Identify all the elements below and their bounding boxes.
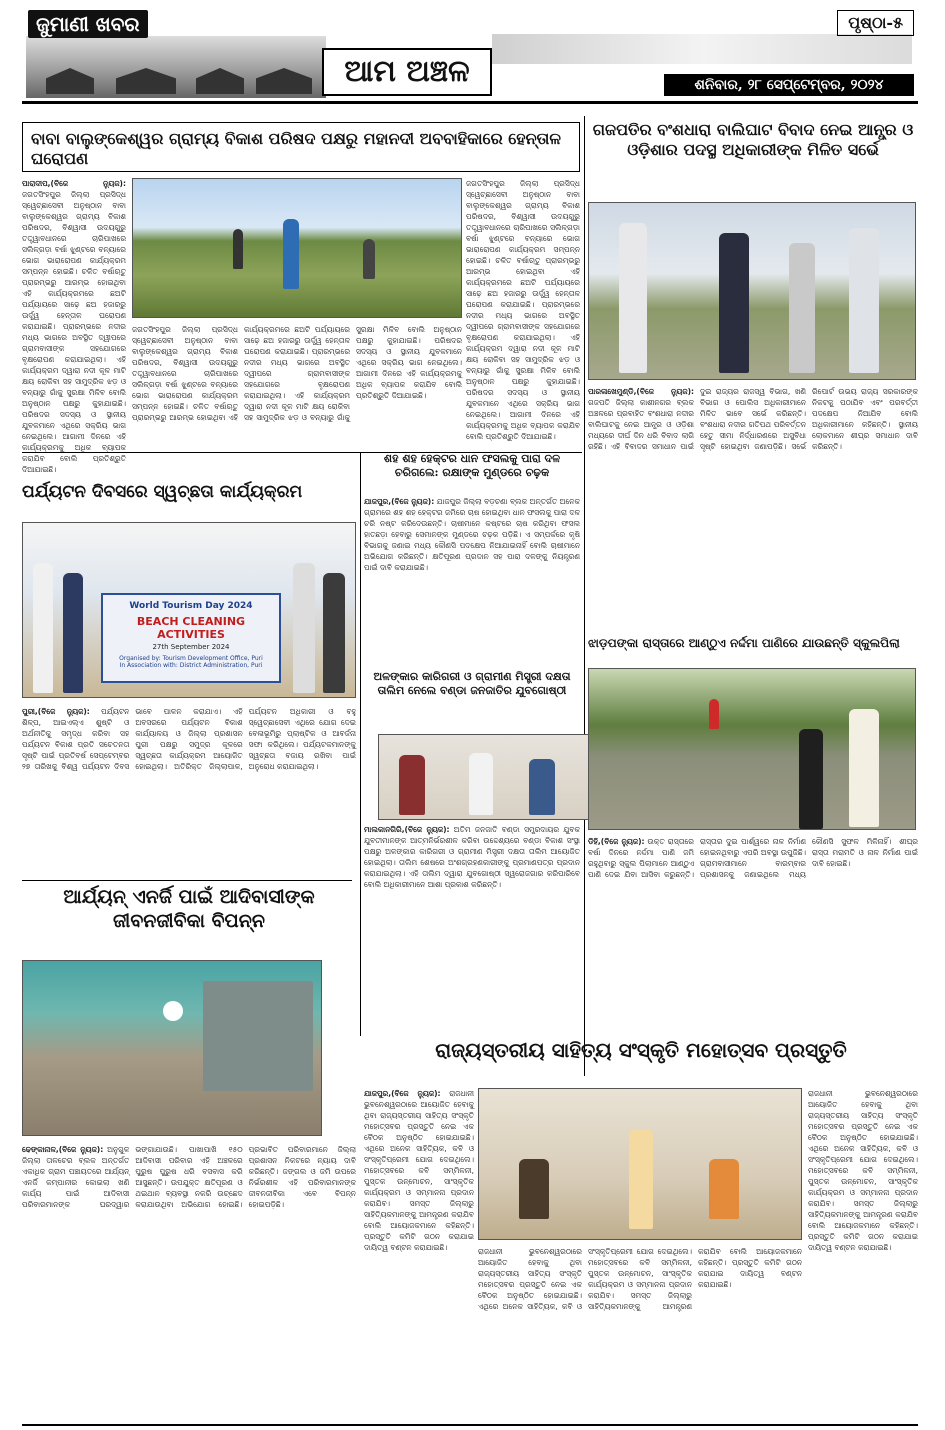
article-7-photo: [22, 960, 322, 1136]
article-4-dateline: ଯାଜପୁର,(ବିଜେ ନ୍ୟୁଜ):: [364, 497, 435, 506]
banner-org1: Organised by: Tourism Development Office, Puri: [119, 655, 263, 662]
article-8-text-right: ରାଜଧାନୀ ଭୁବନେଶ୍ୱରଠାରେ ଆୟୋଜିତ ହେବାକୁ ଥିବା ରାଜ୍ୟସ୍ତରୀୟ ସାହିତ୍ୟ ସଂସ୍କୃତି ମହୋତ୍ସବର ପ୍ରସ୍ତୁତି ନେଇ ଏକ ବୈଠକ ଅନୁଷ୍ଠିତ ହୋଇଯାଇଛି। ଏଥିରେ ଅନେକ ସାହିତ୍ୟିକ, କବି ଓ ସଂସ୍କୃତିପ୍ରେମୀ ଯୋଗ ଦେଇଥିଲେ। ମହୋତ୍ସବରେ କବି ସମ୍ମିଳନୀ, ପୁସ୍ତକ ଉନ୍ମୋଚନ, ସାଂସ୍କୃତିକ କାର୍ଯ୍ୟକ୍ରମ ଓ ସମ୍ମାନନା ପ୍ରଦାନ କରାଯିବ। ସମସ୍ତ ଜିଲ୍ଲାରୁ ସାହିତ୍ୟିକମାନଙ୍କୁ ଆମନ୍ତ୍ରଣ କରାଯିବ ବୋଲି ଆୟୋଜକମାନେ କହିଛନ୍ତି। ପ୍ରସ୍ତୁତି କମିଟି ଗଠନ କରାଯାଇ ଦାୟିତ୍ୱ ବଣ୍ଟନ କରାଯାଇଛି।: [808, 1089, 918, 1252]
article-3-photo: [22, 522, 356, 698]
article-7-headline: ଆର୍ଯ୍ୟନ୍ ଏନର୍ଜି ପାଇଁ ଆଦିବାସୀଙ୍କ ଜୀବନଜୀବିକା ବିପନ୍ନ: [63, 886, 315, 932]
article-3-body: [22, 706, 356, 880]
article-6-photo: [378, 734, 594, 820]
brush-stroke: [492, 34, 912, 64]
article-4-body: [364, 496, 580, 656]
article-7-body: [22, 1144, 356, 1422]
page-number: ପୃଷ୍ଠା-୫: [837, 10, 914, 36]
article-4-text: ଯାଜପୁର ଜିଲ୍ଲା ବଡ଼ଚଣା ବ୍ଲକ ଅନ୍ତର୍ଗତ ଅନେକ ଗ୍ରାମରେ ଶହ ଶହ ହେକ୍ଟର ଜମିରେ ଚାଷ ହୋଇଥିବା ଧାନ ଫସଲକୁ ପାରା ଦଳ ଚରି ନଷ୍ଟ କରିଦେଉଛନ୍ତି। ଚାଷୀମାନେ କଷ୍ଟରେ ଚାଷ କରିଥିବା ଫସଲ ହାତଛଡ଼ା ହେବାରୁ ସେମାନଙ୍କ ମୁଣ୍ଡରେ ଚଢ଼କ ପଡ଼ିଛି। ଏ ସମ୍ପର୍କରେ କୃଷି ବିଭାଗକୁ ଜଣାଇ ମଧ୍ୟ କୌଣସି ପଦକ୍ଷେପ ନିଆଯାଇନାହିଁ ବୋଲି ଚାଷୀମାନେ ଅଭିଯୋଗ କରିଛନ୍ତି। କ୍ଷତିପୂରଣ ପ୍ରଦାନ ସହ ପାରା ଦଳଙ୍କୁ ନିୟନ୍ତ୍ରଣ ପାଇଁ ଦାବି କରାଯାଇଛି।: [364, 497, 580, 572]
article-6-headline: ଅଳଙ୍କାର କାରିଗରୀ ଓ ଗ୍ରାମୀଣ ମିସ୍ତ୍ରୀ ଦକ୍ଷତା ତାଲିମ ନେଲେ ବଣ୍ଡା ଜନଜାତିର ଯୁବଗୋଷ୍ଠୀ: [373, 670, 571, 697]
article-1-intro: [22, 178, 126, 474]
article-1-text: ଜଗତସିଂହପୁର ଜିଲ୍ଲା ପ୍ରସିଦ୍ଧ ସ୍ୱେଚ୍ଛାସେବୀ ଅନୁଷ୍ଠାନ ବାବା ବାଲୁଙ୍କେଶ୍ୱର ଗ୍ରାମ୍ୟ ବିକାଶ ପରିଷଦର, ବିଶ୍ୱାସୀ ଉଦୟଗୁରୁ ତତ୍ତ୍ୱାବଧାନରେ ଚାରିପାଖରେ ସଲିଳ୍‌ଗଡ଼ା ବର୍ଷା ଝୁଣ୍ଟରେ ବନ୍ୟାରେ ଭୋଗ ଭାରାରୋପଣ କାର୍ଯ୍ୟକ୍ରମ ସମ୍ପନ୍ନ ହୋଇଛି। ଚଳିତ ବର୍ଷାଋତୁ ପ୍ରାରମ୍ଭରୁ ଆରମ୍ଭ ହୋଇଥିବା ଏହି କାର୍ଯ୍ୟକ୍ରମରେ ଛଅଟି ପର୍ଯ୍ୟାୟରେ ସାଢ଼େ ଛଅ ହଜାରରୁ ଊର୍ଦ୍ଧ୍ୱ ହେନ୍ତାଳ ଘରୋପଣ କରାଯାଇଛି। ପ୍ରାରମ୍ଭରେ ନଦୀର ମଧ୍ୟ ଭାଗରେ ଅବସ୍ଥିତ ଦ୍ୱୀପରେ ଗ୍ରାମବାସୀଙ୍କ ସହଯୋଗରେ ବୃକ୍ଷରୋପଣ କରାଯାଇଥିଲା। ଏହି କାର୍ଯ୍ୟକ୍ରମ ଦ୍ୱାରା ନଦୀ କୂଳ ମାଟି କ୍ଷୟ ରୋକିବା ସହ ସାମୁଦ୍ରିକ ଝଡ଼ ଓ ବନ୍ୟାରୁ ଗାଁକୁ ସୁରକ୍ଷା ମିଳିବ ବୋଲି ଅନୁଷ୍ଠାନ ପକ୍ଷରୁ କୁହାଯାଇଛି। ପରିଷଦର ସଦସ୍ୟ ଓ ସ୍ଥାନୀୟ ଯୁବକମାନେ ଏଥିରେ ସକ୍ରିୟ ଭାଗ ନେଇଥିଲେ। ଆଗାମୀ ଦିନରେ ଏହି କାର୍ଯ୍ୟକ୍ରମକୁ ଅଧିକ ବ୍ୟାପକ କରାଯିବ ବୋଲି ପ୍ରତିଶ୍ରୁତି ଦିଆଯାଇଛି।: [22, 190, 126, 474]
article-1-text-lower: ଜଗତସିଂହପୁର ଜିଲ୍ଲା ପ୍ରସିଦ୍ଧ ସ୍ୱେଚ୍ଛାସେବୀ ଅନୁଷ୍ଠାନ ବାବା ବାଲୁଙ୍କେଶ୍ୱର ଗ୍ରାମ୍ୟ ବିକାଶ ପରିଷଦର, ବିଶ୍ୱାସୀ ଉଦୟଗୁରୁ ତତ୍ତ୍ୱାବଧାନରେ ଚାରିପାଖରେ ସଲିଳ୍‌ଗଡ଼ା ବର୍ଷା ଝୁଣ୍ଟରେ ବନ୍ୟାରେ ଭୋଗ ଭାରାରୋପଣ କାର୍ଯ୍ୟକ୍ରମ ସମ୍ପନ୍ନ ହୋଇଛି। ଚଳିତ ବର୍ଷାଋତୁ ପ୍ରାରମ୍ଭରୁ ଆରମ୍ଭ ହୋଇଥିବା ଏହି କାର୍ଯ୍ୟକ୍ରମରେ ଛଅଟି ପର୍ଯ୍ୟାୟରେ ସାଢ଼େ ଛଅ ହଜାରରୁ ଊର୍ଦ୍ଧ୍ୱ ହେନ୍ତାଳ ଘରୋପଣ କରାଯାଇଛି। ପ୍ରାରମ୍ଭରେ ନଦୀର ମଧ୍ୟ ଭାଗରେ ଅବସ୍ଥିତ ଦ୍ୱୀପରେ ଗ୍ରାମବାସୀଙ୍କ ସହଯୋଗରେ ବୃକ୍ଷରୋପଣ କରାଯାଇଥିଲା। ଏହି କାର୍ଯ୍ୟକ୍ରମ ଦ୍ୱାରା ନଦୀ କୂଳ ମାଟି କ୍ଷୟ ରୋକିବା ସହ ସାମୁଦ୍ରିକ ଝଡ଼ ଓ ବନ୍ୟାରୁ ଗାଁକୁ ସୁରକ୍ଷା ମିଳିବ ବୋଲି ଅନୁଷ୍ଠାନ ପକ୍ଷରୁ କୁହାଯାଇଛି। ପରିଷଦର ସଦସ୍ୟ ଓ ସ୍ଥାନୀୟ ଯୁବକମାନେ ଏଥିରେ ସକ୍ରିୟ ଭାଗ ନେଇଥିଲେ। ଆଗାମୀ ଦିନରେ ଏହି କାର୍ଯ୍ୟକ୍ରମକୁ ଅଧିକ ବ୍ୟାପକ କରାଯିବ ବୋଲି ପ୍ରତିଶ୍ରୁତି ଦିଆଯାଇଛି।: [132, 325, 462, 422]
article-3-text: ପର୍ଯ୍ୟଟନ ଶିଳ୍ପ, ଆଇଏଲ୍‌ଏ ଶୁଷ୍ଟି ଓ ଅର୍ଥନୀତିକୁ ସମୃଦ୍ଧ କରିବା ସହ ପର୍ଯ୍ୟଟନ ବିକାଶ ପ୍ରତି ସଚେତନତା ସୃଷ୍ଟି ପାଇଁ ପ୍ରତିବର୍ଷ ସେପ୍ଟେମ୍ବର ୨୭ ତାରିଖକୁ ବିଶ୍ୱ ପର୍ଯ୍ୟଟନ ଦିବସ ଭାବେ ପାଳନ କରାଯାଏ। ଏହି ଅବସରରେ ପର୍ଯ୍ୟଟନ ବିକାଶ କାର୍ଯ୍ୟାଳୟ ଓ ଜିଲ୍ଲା ପ୍ରଶାସନ ପୁରୀ ପକ୍ଷରୁ ସମୁଦ୍ର କୂଳରେ ସ୍ୱଚ୍ଛତା କାର୍ଯ୍ୟକ୍ରମ ଆୟୋଜିତ ହୋଇଥିଲା। ଅତିରିକ୍ତ ଜିଲ୍ଲାପାଳ, ପର୍ଯ୍ୟଟନ ଅଧିକାରୀ ଓ ବହୁ ସ୍ୱେଚ୍ଛାସେବୀ ଏଥିରେ ଯୋଗ ଦେଇ ବେଳାଭୂମିରୁ ପ୍ଲାଷ୍ଟିକ ଓ ଆବର୍ଜନା ସଫା କରିଥିଲେ। ପର୍ଯ୍ୟଟକମାନଙ୍କୁ ସ୍ୱଚ୍ଛତା ବଜାୟ ରଖିବା ପାଇଁ ଅନୁରୋଧ କରାଯାଇଥିଲା।: [22, 707, 356, 771]
article-8-right-col: [808, 1088, 918, 1422]
article-6-body: [364, 824, 580, 944]
article-1-headline: ବାବା ବାଲୁଙ୍କେଶ୍ୱର ଗ୍ରାମ୍ୟ ବିକାଶ ପରିଷଦ ପକ୍ଷରୁ ମହାନଦୀ ଅବବାହିକାରେ ହେନ୍ତାଳ ଘରୋପଣ: [22, 122, 580, 172]
article-8-left-col: [364, 1088, 474, 1422]
banner-title: World Tourism Day 2024: [129, 601, 253, 611]
article-8-text: ରାଜଧାନୀ ଭୁବନେଶ୍ୱରଠାରେ ଆୟୋଜିତ ହେବାକୁ ଥିବା ରାଜ୍ୟସ୍ତରୀୟ ସାହିତ୍ୟ ସଂସ୍କୃତି ମହୋତ୍ସବର ପ୍ରସ୍ତୁତି ନେଇ ଏକ ବୈଠକ ଅନୁଷ୍ଠିତ ହୋଇଯାଇଛି। ଏଥିରେ ଅନେକ ସାହିତ୍ୟିକ, କବି ଓ ସଂସ୍କୃତିପ୍ରେମୀ ଯୋଗ ଦେଇଥିଲେ। ମହୋତ୍ସବରେ କବି ସମ୍ମିଳନୀ, ପୁସ୍ତକ ଉନ୍ମୋଚନ, ସାଂସ୍କୃତିକ କାର୍ଯ୍ୟକ୍ରମ ଓ ସମ୍ମାନନା ପ୍ରଦାନ କରାଯିବ। ସମସ୍ତ ଜିଲ୍ଲାରୁ ସାହିତ୍ୟିକମାନଙ୍କୁ ଆମନ୍ତ୍ରଣ କରାଯିବ ବୋଲି ଆୟୋଜକମାନେ କହିଛନ୍ତି। ପ୍ରସ୍ତୁତି କମିଟି ଗଠନ କରାଯାଇ ଦାୟିତ୍ୱ ବଣ୍ଟନ କରାଯାଇଛି।: [364, 1089, 475, 1252]
article-2-body: [588, 386, 918, 631]
article-5-text: ଉକ୍ତ ରାସ୍ତାରେ ବର୍ଷା ଦିନରେ ନର୍ଦ୍ଦମା ପାଣି ଜମି ରହୁଥିବାରୁ ସ୍କୁଲ ପିଲାମାନେ ଆଣ୍ଠୁଏ ପାଣି ଦେଇ ଯିବା ଆସିବା କରୁଛନ୍ତି। ରାସ୍ତାର ଦୁଇ ପାର୍ଶ୍ୱରେ ନାଳ ନିର୍ମାଣ ହୋଇନଥିବାରୁ ଏପରି ଅବସ୍ଥା ଉପୁଜିଛି। ଗ୍ରାମବାସୀମାନେ ବାରମ୍ବାର ପ୍ରଶାସନକୁ ଜଣାଇଥିଲେ ମଧ୍ୟ କୌଣସି ସୁଫଳ ମିଳିନାହିଁ। ଶୀଘ୍ର ରାସ୍ତା ମରାମତି ଓ ନାଳ ନିର୍ମାଣ ପାଇଁ ଦାବି ହୋଇଛି।: [588, 837, 918, 879]
article-1-photo: [132, 178, 462, 318]
article-3-headline: ପର୍ଯ୍ୟଟନ ଦିବସରେ ସ୍ୱଚ୍ଛତା କାର୍ଯ୍ୟକ୍ରମ: [22, 482, 303, 502]
article-1-text-cont: ଜଗତସିଂହପୁର ଜିଲ୍ଲା ପ୍ରସିଦ୍ଧ ସ୍ୱେଚ୍ଛାସେବୀ ଅନୁଷ୍ଠାନ ବାବା ବାଲୁଙ୍କେଶ୍ୱର ଗ୍ରାମ୍ୟ ବିକାଶ ପରିଷଦର, ବିଶ୍ୱାସୀ ଉଦୟଗୁରୁ ତତ୍ତ୍ୱାବଧାନରେ ଚାରିପାଖରେ ସଲିଳ୍‌ଗଡ଼ା ବର୍ଷା ଝୁଣ୍ଟରେ ବନ୍ୟାରେ ଭୋଗ ଭାରାରୋପଣ କାର୍ଯ୍ୟକ୍ରମ ସମ୍ପନ୍ନ ହୋଇଛି। ଚଳିତ ବର୍ଷାଋତୁ ପ୍ରାରମ୍ଭରୁ ଆରମ୍ଭ ହୋଇଥିବା ଏହି କାର୍ଯ୍ୟକ୍ରମରେ ଛଅଟି ପର୍ଯ୍ୟାୟରେ ସାଢ଼େ ଛଅ ହଜାରରୁ ଊର୍ଦ୍ଧ୍ୱ ହେନ୍ତାଳ ଘରୋପଣ କରାଯାଇଛି। ପ୍ରାରମ୍ଭରେ ନଦୀର ମଧ୍ୟ ଭାଗରେ ଅବସ୍ଥିତ ଦ୍ୱୀପରେ ଗ୍ରାମବାସୀଙ୍କ ସହଯୋଗରେ ବୃକ୍ଷରୋପଣ କରାଯାଇଥିଲା। ଏହି କାର୍ଯ୍ୟକ୍ରମ ଦ୍ୱାରା ନଦୀ କୂଳ ମାଟି କ୍ଷୟ ରୋକିବା ସହ ସାମୁଦ୍ରିକ ଝଡ଼ ଓ ବନ୍ୟାରୁ ଗାଁକୁ ସୁରକ୍ଷା ମିଳିବ ବୋଲି ଅନୁଷ୍ଠାନ ପକ୍ଷରୁ କୁହାଯାଇଛି। ପରିଷଦର ସଦସ୍ୟ ଓ ସ୍ଥାନୀୟ ଯୁବକମାନେ ଏଥିରେ ସକ୍ରିୟ ଭାଗ ନେଇଥିଲେ। ଆଗାମୀ ଦିନରେ ଏହି କାର୍ଯ୍ୟକ୍ରମକୁ ଅଧିକ ବ୍ୟାପକ କରାଯିବ ବୋଲି ପ୍ରତିଶ୍ରୁତି ଦିଆଯାଇଛି।: [466, 179, 580, 441]
brand-name: ଜୁମାଣୀ ଖବର: [28, 10, 148, 38]
issue-date: ଶନିବାର, ୨୮ ସେପ୍ଟେମ୍ବର, ୨୦୨୪: [664, 74, 914, 96]
article-2-headline: ଗଜପତିର ବଂଶଧାରା ବାଲିଘାଟ ବିବାଦ ନେଇ ଆନ୍ଧ୍ର ଓ ଓଡ଼ିଶାର ପଦସ୍ଥ ଅଧିକାରୀଙ୍କ ମିଳିତ ସର୍ଭେ: [592, 120, 914, 159]
article-8-dateline: ଯାଜପୁର,(ବିଜେ ନ୍ୟୁଜ):: [364, 1089, 441, 1098]
article-4-headline: ଶହ ଶହ ହେକ୍ଟର ଧାନ ଫସଲକୁ ପାରା ଦଳ ଚରିଗଲେ: ରକ୍ଷାଙ୍କ ମୁଣ୍ଡରେ ଚଢ଼କ: [383, 452, 561, 479]
article-1-right-col: [466, 178, 580, 448]
article-6-dateline: ମାଲକାନଗିରି,(ବିଜେ ନ୍ୟୁଜ):: [364, 825, 450, 834]
event-banner: [101, 593, 281, 683]
masthead: [22, 6, 918, 104]
village-illustration: [26, 36, 326, 98]
article-2-dateline: ପାରଳାଖେମୁଣ୍ଡି,(ବିଜେ ନ୍ୟୁଜ):: [588, 387, 694, 396]
article-7-text: ଅନୁଗୁଳ ଜିଲ୍ଲା ତାଳଚେର ବ୍ଲକ ଅନ୍ତର୍ଗତ ଏକାଧିକ ଗ୍ରାମ ପଞ୍ଚାୟତରେ ଆର୍ଯ୍ୟନ୍ ଏନର୍ଜି କମ୍ପାନୀର କୋଇଲା ଖଣି କାର୍ଯ୍ୟ ପାଇଁ ଆଦିବାସୀ ପରିବାରମାନଙ୍କ ଘରଦ୍ୱାର ଭଙ୍ଗାଯାଉଛି। ପାଖାପାଖି ୧୫୦ ଆଦିବାସୀ ପରିବାର ଏହି ଅଞ୍ଚଳରେ ପୁରୁଷ ପୁରୁଷ ଧରି ବସବାସ କରି ଆସୁଛନ୍ତି। ଉପଯୁକ୍ତ କ୍ଷତିପୂରଣ ଓ ଥଇଥାନ ବ୍ୟବସ୍ଥା ନକରି ଉଚ୍ଛେଦ କରାଯାଉଥିବା ଅଭିଯୋଗ ହୋଇଛି। ପ୍ରଭାବିତ ପରିବାରମାନେ ଜିଲ୍ଲା ପ୍ରଶାସନ ନିକଟରେ ନ୍ୟାୟ ଦାବି କରିଛନ୍ତି। ଜଙ୍ଗଲ ଓ ଜମି ଉପରେ ନିର୍ଭରଶୀଳ ଏହି ପରିବାରମାନଙ୍କ ଜୀବନଜୀବିକା ଏବେ ବିପନ୍ନ ହୋଇପଡ଼ିଛି।: [22, 1145, 356, 1209]
article-2-photo: [588, 202, 916, 380]
article-6-text: ଅତିମ ଜନଜାତି ବଣ୍ଡା ସମ୍ପ୍ରଦାୟର ଯୁବକ ଯୁବତୀମାନଙ୍କ ଆତ୍ମନିର୍ଭରଶୀଳ କରିବା ଉଦ୍ଦେଶ୍ୟରେ ବଣ୍ଡା ବିକାଶ ସଂସ୍ଥା ପକ୍ଷରୁ ଅଳଙ୍କାର କାରିଗରୀ ଓ ଗ୍ରାମୀଣ ମିସ୍ତ୍ରୀ ଦକ୍ଷତା ତାଲିମ ଆୟୋଜିତ ହୋଇଥିଲା। ତାଲିମ ଶେଷରେ ଅଂଶଗ୍ରହଣକାରୀଙ୍କୁ ପ୍ରମାଣପତ୍ର ପ୍ରଦାନ କରାଯାଇଥିଲା। ଏହି ତାଲିମ ଦ୍ୱାରା ଯୁବଗୋଷ୍ଠୀ ସ୍ୱରୋଜଗାର କରିପାରିବେ ବୋଲି ଅଧିକାରୀମାନେ ଆଶା ପ୍ରକାଶ କରିଛନ୍ତି।: [364, 825, 580, 889]
article-5-dateline: ଡିହି,(ବିଜେ ନ୍ୟୁଜ):: [588, 837, 645, 846]
article-8-text-lower: ରାଜଧାନୀ ଭୁବନେଶ୍ୱରଠାରେ ଆୟୋଜିତ ହେବାକୁ ଥିବା ରାଜ୍ୟସ୍ତରୀୟ ସାହିତ୍ୟ ସଂସ୍କୃତି ମହୋତ୍ସବର ପ୍ରସ୍ତୁତି ନେଇ ଏକ ବୈଠକ ଅନୁଷ୍ଠିତ ହୋଇଯାଇଛି। ଏଥିରେ ଅନେକ ସାହିତ୍ୟିକ, କବି ଓ ସଂସ୍କୃତିପ୍ରେମୀ ଯୋଗ ଦେଇଥିଲେ। ମହୋତ୍ସବରେ କବି ସମ୍ମିଳନୀ, ପୁସ୍ତକ ଉନ୍ମୋଚନ, ସାଂସ୍କୃତିକ କାର୍ଯ୍ୟକ୍ରମ ଓ ସମ୍ମାନନା ପ୍ରଦାନ କରାଯିବ। ସମସ୍ତ ଜିଲ୍ଲାରୁ ସାହିତ୍ୟିକମାନଙ୍କୁ ଆମନ୍ତ୍ରଣ କରାଯିବ ବୋଲି ଆୟୋଜକମାନେ କହିଛନ୍ତି। ପ୍ରସ୍ତୁତି କମିଟି ଗଠନ କରାଯାଇ ଦାୟିତ୍ୱ ବଣ୍ଟନ କରାଯାଇଛି।: [478, 1247, 802, 1311]
article-8-headline: ରାଜ୍ୟସ୍ତରୀୟ ସାହିତ୍ୟ ସଂସ୍କୃତି ମହୋତ୍ସବ ପ୍ରସ୍ତୁତି: [435, 1038, 847, 1062]
article-7-dateline: ଢେଙ୍କାନାଳ,(ବିଜେ ନ୍ୟୁଜ):: [22, 1145, 104, 1154]
article-8-photo: [478, 1088, 802, 1240]
article-1-dateline: ପାରାଦୀପ,(ବିଜେ ନ୍ୟୁଜ):: [22, 179, 126, 188]
article-5-photo: [588, 668, 916, 830]
article-3-dateline: ପୁରୀ,(ବିଜେ ନ୍ୟୁଜ):: [22, 707, 90, 716]
article-2-text: ଗଜପତି ଜିଲ୍ଲା କାଶୀନଗର ବ୍ଲକ ଅଞ୍ଚଳରେ ପ୍ରବାହିତ ବଂଶଧାରା ନଦୀର ବାଲିଘାଟକୁ ନେଇ ଆନ୍ଧ୍ର ଓ ଓଡ଼ିଶା ମଧ୍ୟରେ ଦୀର୍ଘ ଦିନ ଧରି ବିବାଦ ଲାଗି ରହିଛି। ଏହି ବିବାଦର ସମାଧାନ ପାଇଁ ଦୁଇ ରାଜ୍ୟର ରାଜସ୍ୱ ବିଭାଗ, ଖଣି ବିଭାଗ ଓ ପୋଲିସ ଅଧିକାରୀମାନେ ମିଳିତ ଭାବେ ସର୍ଭେ କରିଛନ୍ତି। ବଂଶଧାରା ନଦୀର ଗତିପଥ ପରିବର୍ତ୍ତନ ହେତୁ ସୀମା ନିର୍ଦ୍ଧାରଣରେ ଅସୁବିଧା ସୃଷ୍ଟି ହୋଇଥିବା ଜଣାପଡ଼ିଛି। ସର୍ଭେ ରିପୋର୍ଟ ଉଭୟ ରାଜ୍ୟ ସରକାରଙ୍କ ନିକଟକୁ ପଠାଯିବ ଏବଂ ପରବର୍ତ୍ତୀ ପଦକ୍ଷେପ ନିଆଯିବ ବୋଲି ଅଧିକାରୀମାନେ କହିଛନ୍ତି। ସ୍ଥାନୀୟ ଲୋକମାନେ ଶୀଘ୍ର ସମାଧାନ ଦାବି କରିଛନ୍ତି।: [588, 387, 918, 451]
banner-org2: In Association with: District Administration, Puri: [119, 662, 263, 669]
newspaper-page: [18, 6, 918, 1424]
article-5-headline: ଝାଡ଼ପଙ୍କା ରାସ୍ତାରେ ଆଣ୍ଠୁଏ ନର୍ଦ୍ଦମା ପାଣିରେ ଯାଉଛନ୍ତି ସ୍କୁଲପିଲା: [588, 636, 900, 650]
banner-main: BEACH CLEANING ACTIVITIES: [136, 615, 246, 641]
banner-date: 27th September 2024: [152, 643, 230, 651]
article-1-lower-cols: [132, 324, 462, 448]
article-8-lower-cols: [478, 1246, 802, 1422]
article-5-body: [588, 836, 918, 1026]
section-title: ଆମ ଅଞ୍ଚଳ: [322, 48, 492, 96]
